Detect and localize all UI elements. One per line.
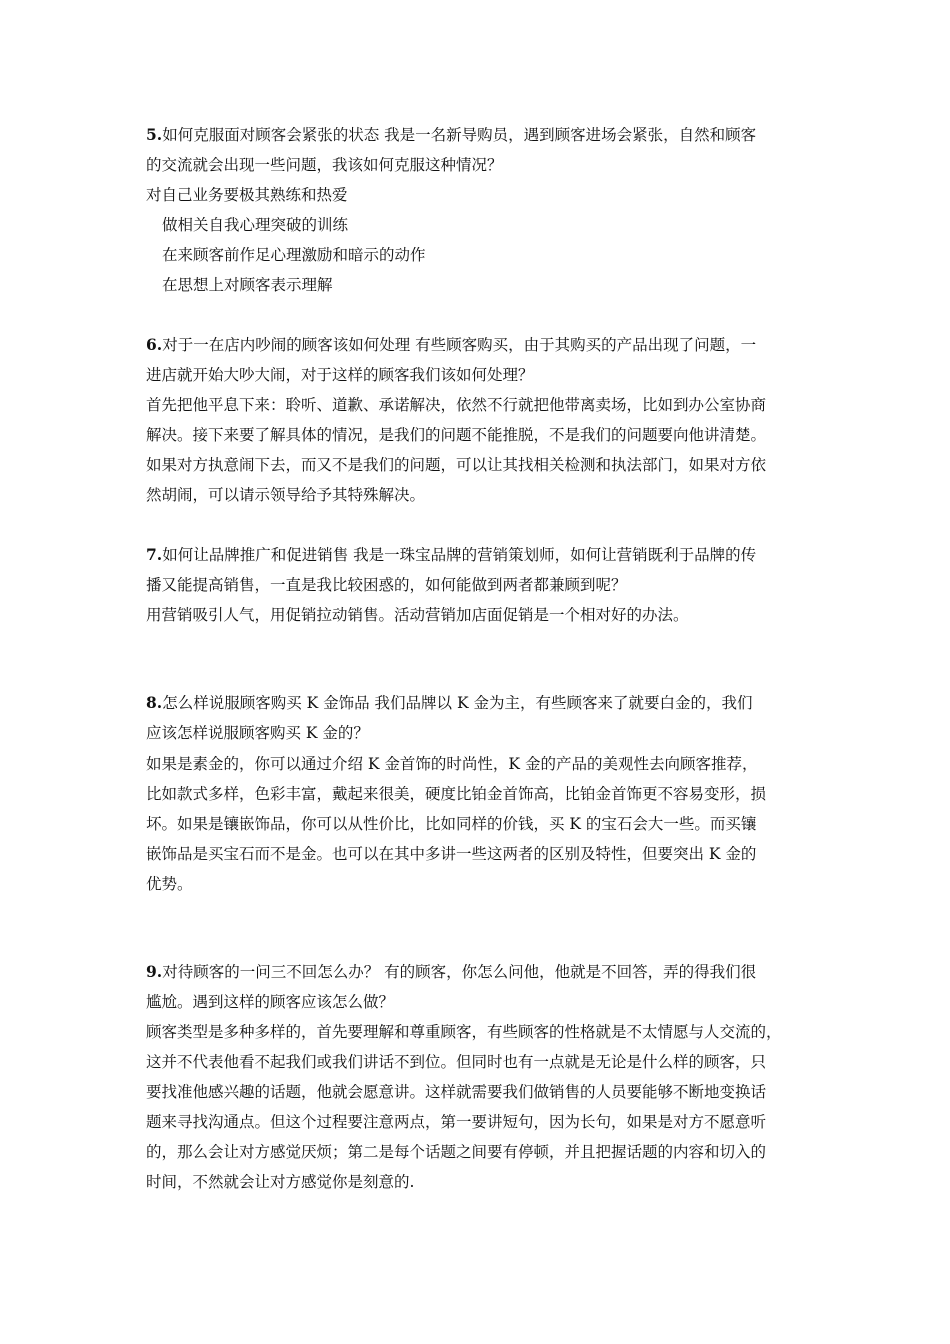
section-6-answer-line-2: 解决。接下来要了解具体的情况，是我们的问题不能推脱，不是我们的问题要向他讲清楚。 <box>146 426 767 444</box>
section-8-answer-line-5: 优势。 <box>146 875 193 893</box>
section-9-answer-line-2: 这并不代表他看不起我们或我们讲话不到位。但同时也有一点就是无论是什么样的顾客，只 <box>146 1053 767 1071</box>
section-5-answer-line-1: 对自己业务要极其熟练和热爱 <box>146 186 348 204</box>
section-9-answer-line-6: 时间，不然就会让对方感觉你是刻意的. <box>146 1173 415 1191</box>
section-8-question-line-2: 应该怎样说服顾客购买 K 金的？ <box>146 724 369 742</box>
section-6-answer-line-4: 然胡闹，可以请示领导给予其特殊解决。 <box>146 486 426 504</box>
section-6-question-line-1: 6.对于一在店内吵闹的顾客该如何处理 有些顾客购买，由于其购买的产品出现了问题，一 <box>146 335 757 354</box>
section-7-question-line-2: 播又能提高销售，一直是我比较困惑的，如何能做到两者都兼顾到呢？ <box>146 576 627 594</box>
section-9-question-line-2: 尴尬。遇到这样的顾客应该怎么做？ <box>146 993 395 1011</box>
section-8-answer-line-4: 嵌饰品是买宝石而不是金。也可以在其中多讲一些这两者的区别及特性，但要突出 K 金的 <box>146 845 757 863</box>
section-5-answer-line-4: 在思想上对顾客表示理解 <box>162 276 333 294</box>
section-9-number: 9. <box>146 962 163 981</box>
section-8-answer-line-2: 比如款式多样，色彩丰富，戴起来很美，硬度比铂金首饰高，比铂金首饰更不容易变形，损 <box>146 785 767 803</box>
section-6-answer-line-3: 如果对方执意闹下去，而又不是我们的问题，可以让其找相关检测和执法部门，如果对方依 <box>146 456 767 474</box>
section-8-answer-line-3: 坏。如果是镶嵌饰品，你可以从性价比，比如同样的价钱，买 K 的宝石会大一些。而买镶 <box>146 815 757 833</box>
section-7-number: 7. <box>146 545 163 564</box>
section-6-answer-line-1: 首先把他平息下来：聆听、道歉、承诺解决，依然不行就把他带离卖场，比如到办公室协商 <box>146 396 767 414</box>
section-9-answer-line-4: 题来寻找沟通点。但这个过程要注意两点，第一要讲短句，因为长句，如果是对方不愿意听 <box>146 1113 767 1131</box>
section-9-question-line-1: 9.对待顾客的一问三不回怎么办？ 有的顾客，你怎么问他，他就是不回答，弄的得我们很 <box>146 962 757 981</box>
section-6-number: 6. <box>146 335 163 354</box>
section-9-answer-line-5: 的，那么会让对方感觉厌烦；第二是每个话题之间要有停顿，并且把握话题的内容和切入的 <box>146 1143 767 1161</box>
section-7-answer-line-1: 用营销吸引人气，用促销拉动销售。活动营销加店面促销是一个相对好的办法。 <box>146 606 689 624</box>
section-5-question-line-2: 的交流就会出现一些问题，我该如何克服这种情况？ <box>146 156 503 174</box>
section-8-question-line-1: 8.怎么样说服顾客购买 K 金饰品 我们品牌以 K 金为主，有些顾客来了就要白金的，我们 <box>146 693 753 712</box>
section-5-answer-line-2: 做相关自我心理突破的训练 <box>162 216 349 234</box>
section-7-question-line-1: 7.如何让品牌推广和促进销售 我是一珠宝品牌的营销策划师，如何让营销既利于品牌的传 <box>146 545 757 564</box>
section-5-question-line-1: 5.如何克服面对顾客会紧张的状态 我是一名新导购员，遇到顾客进场会紧张，自然和顾客 <box>146 125 757 144</box>
section-8-answer-line-1: 如果是素金的，你可以通过介绍 K 金首饰的时尚性，K 金的产品的美观性去向顾客推荐， <box>146 755 758 773</box>
section-5-number: 5. <box>146 125 163 144</box>
section-8-number: 8. <box>146 693 163 712</box>
section-5-answer-line-3: 在来顾客前作足心理激励和暗示的动作 <box>162 246 426 264</box>
section-9-answer-line-3: 要找准他感兴趣的话题，他就会愿意讲。这样就需要我们做销售的人员要能够不断地变换话 <box>146 1083 767 1101</box>
section-9-answer-line-1: 顾客类型是多种多样的，首先要理解和尊重顾客，有些顾客的性格就是不太情愿与人交流的， <box>146 1023 782 1041</box>
section-6-question-line-2: 进店就开始大吵大闹，对于这样的顾客我们该如何处理？ <box>146 366 534 384</box>
